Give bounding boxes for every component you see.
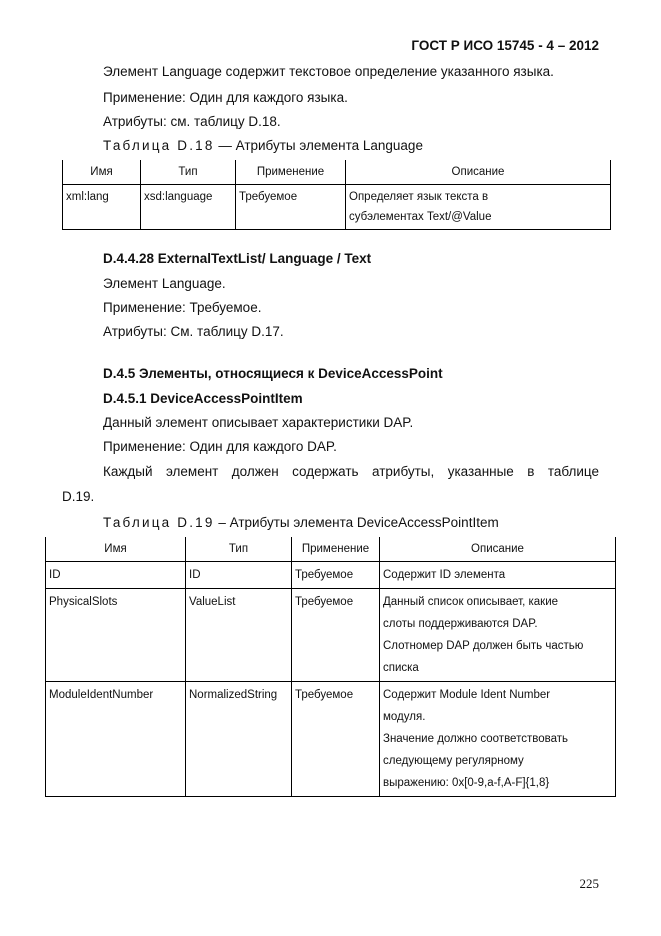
table-d18-header-row bbox=[63, 160, 611, 185]
word: указанные bbox=[447, 464, 514, 479]
table-d19-desc-line: Слотномер DAP должен быть частью bbox=[383, 640, 584, 652]
table-d18-header-usage: Применение bbox=[236, 160, 346, 185]
word: таблице bbox=[547, 464, 599, 479]
table-d19-header-type: Тип bbox=[186, 537, 292, 562]
table-d19-header-name: Имя bbox=[46, 537, 186, 562]
table-d18-caption-text: — Атрибуты элемента Language bbox=[214, 138, 423, 153]
table-d18-cell-name: xml:lang bbox=[63, 185, 141, 230]
page-number: 225 bbox=[579, 876, 599, 891]
table-d19-cell-name: ID bbox=[46, 562, 186, 589]
table-d19-cell-type: ID bbox=[186, 562, 292, 589]
word: элемент bbox=[165, 464, 219, 479]
paragraph-language-attrs: Атрибуты: см. таблицу D.18. bbox=[103, 114, 281, 129]
word: в bbox=[527, 464, 535, 479]
word: должен bbox=[231, 464, 279, 479]
table-d19-desc-line: Значение должно соответствовать bbox=[383, 733, 568, 745]
table-d19-cell-usage: Требуемое bbox=[292, 589, 380, 682]
table-d18-header-desc: Описание bbox=[346, 160, 611, 185]
table-d18-caption bbox=[103, 138, 423, 153]
table-d18-caption-prefix: Таблица D.18 bbox=[103, 138, 215, 153]
table-d19-desc-line: выражению: 0x[0-9,a-f,A-F]{1,8} bbox=[383, 777, 550, 789]
table-d19 bbox=[45, 537, 616, 797]
table-d19-caption bbox=[103, 515, 499, 530]
table-d19-desc-line: модуля. bbox=[383, 711, 426, 723]
section-heading-d45: D.4.5 Элементы, относящиеся к DeviceAccessPoint bbox=[103, 366, 443, 381]
document-header-code: ГОСТ Р ИСО 15745 - 4 – 2012 bbox=[411, 38, 599, 53]
table-d18-desc-line: Определяет язык текста в bbox=[349, 191, 489, 203]
table-d19-desc-line: списка bbox=[383, 662, 419, 674]
paragraph-dap-attrs bbox=[103, 464, 599, 479]
paragraph-usage-required: Применение: Требуемое. bbox=[103, 300, 262, 315]
table-d18-header-type: Тип bbox=[141, 160, 236, 185]
table-d19-caption-prefix: Таблица D.19 bbox=[103, 515, 215, 530]
table-d18 bbox=[62, 160, 611, 230]
table-d19-cell-desc bbox=[380, 682, 616, 797]
word: содержать bbox=[292, 464, 359, 479]
table-d19-cell-type: NormalizedString bbox=[186, 682, 292, 797]
table-d19-cell-desc bbox=[380, 562, 616, 589]
table-d19-desc-line: слоты поддерживаются DAP. bbox=[383, 618, 538, 630]
paragraph-dap-attrs-cont: D.19. bbox=[62, 489, 95, 504]
table-d18-header-name: Имя bbox=[63, 160, 141, 185]
paragraph-language-usage: Применение: Один для каждого языка. bbox=[103, 90, 348, 105]
paragraph-language-desc: Элемент Language содержит текстовое определение указанного языка. bbox=[103, 64, 554, 79]
table-d19-cell-desc bbox=[380, 589, 616, 682]
table-d18-cell-type: xsd:language bbox=[141, 185, 236, 230]
table-d19-header-desc: Описание bbox=[380, 537, 616, 562]
table-d19-caption-text: – Атрибуты элемента DeviceAccessPointItem bbox=[214, 515, 499, 530]
table-d19-cell-usage: Требуемое bbox=[292, 562, 380, 589]
paragraph-element-language: Элемент Language. bbox=[103, 276, 226, 291]
table-row bbox=[46, 589, 616, 682]
paragraph-attrs-d17: Атрибуты: См. таблицу D.17. bbox=[103, 324, 284, 339]
table-d19-cell-type: ValueList bbox=[186, 589, 292, 682]
table-d19-cell-name: PhysicalSlots bbox=[46, 589, 186, 682]
table-d19-header-usage: Применение bbox=[292, 537, 380, 562]
table-d19-desc-line: следующему регулярному bbox=[383, 755, 524, 767]
word: атрибуты, bbox=[372, 464, 435, 479]
table-d19-desc-line: Данный список описывает, какие bbox=[383, 596, 559, 608]
table-d19-cell-name: ModuleIdentNumber bbox=[46, 682, 186, 797]
section-heading-d451: D.4.5.1 DeviceAccessPointItem bbox=[103, 391, 303, 406]
word: Каждый bbox=[103, 464, 153, 479]
table-row bbox=[46, 682, 616, 797]
paragraph-dap-usage: Применение: Один для каждого DAP. bbox=[103, 439, 337, 454]
table-d19-desc-line: Содержит ID элемента bbox=[383, 569, 506, 581]
table-d19-desc-line: Содержит Module Ident Number bbox=[383, 689, 551, 701]
table-d18-cell-desc bbox=[346, 185, 611, 230]
section-heading-d4428: D.4.4.28 ExternalTextList/ Language / Text bbox=[103, 251, 372, 266]
table-row bbox=[46, 562, 616, 589]
table-d18-cell-usage: Требуемое bbox=[236, 185, 346, 230]
table-d18-desc-line: субэлементах Text/@Value bbox=[349, 211, 492, 223]
table-d19-cell-usage: Требуемое bbox=[292, 682, 380, 797]
table-row bbox=[63, 185, 611, 230]
table-d19-header-row bbox=[46, 537, 616, 562]
paragraph-dap-desc: Данный элемент описывает характеристики DAP. bbox=[103, 415, 414, 430]
